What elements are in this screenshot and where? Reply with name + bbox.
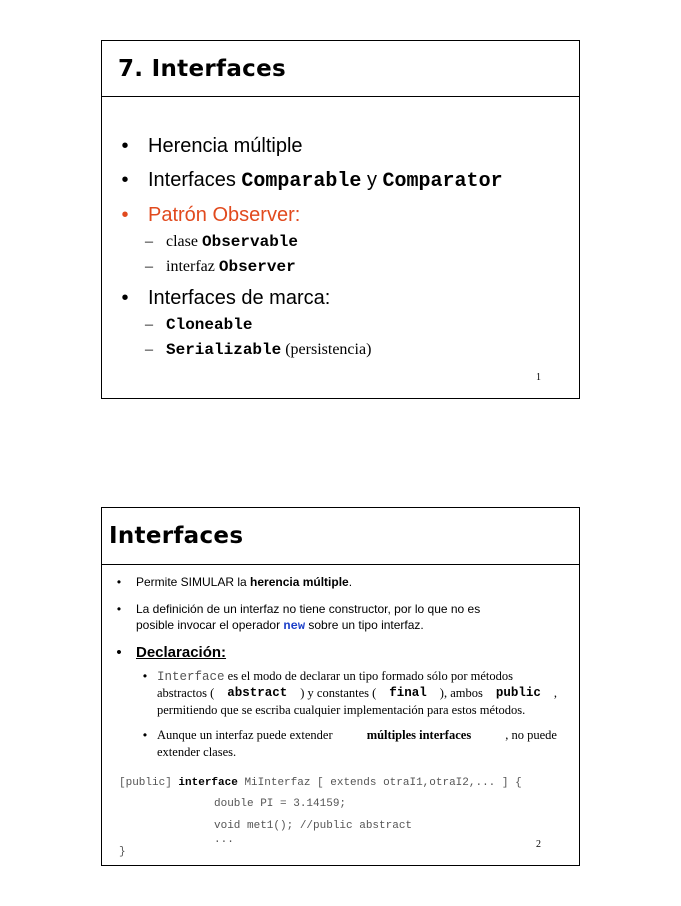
slide-1-title: 7. Interfaces	[118, 56, 286, 82]
sub-clase-observable	[166, 233, 298, 251]
slide-1	[101, 40, 580, 399]
text: y	[361, 169, 383, 191]
bullet-dot: •	[116, 644, 122, 661]
para-constructor-line2	[136, 618, 424, 633]
code-line-5: }	[119, 846, 126, 858]
code-line-1	[119, 777, 522, 789]
slide-2-title: Interfaces	[109, 523, 244, 549]
code-line-3: void met1(); //public abstract	[214, 820, 413, 832]
slide-1-title-bar	[102, 41, 579, 97]
text: abstractos (	[157, 686, 215, 700]
code-cloneable: Cloneable	[166, 316, 253, 334]
bullet-dot: •	[121, 287, 129, 309]
sub-interface-line3: permitiendo que se escriba cualquier implementación para estos métodos.	[157, 703, 526, 717]
text: .	[348, 575, 353, 589]
code-comparator: Comparator	[382, 170, 503, 193]
text: Interfaces	[148, 169, 242, 191]
code: MiInterfaz [ extends otraI1,otraI2,... ] {	[237, 777, 522, 789]
code-final: final	[389, 686, 427, 700]
code-line-4: ...	[214, 834, 234, 846]
text-bold: múltiples interfaces	[366, 728, 472, 742]
sub-serializable	[166, 341, 371, 359]
page-number: 1	[536, 372, 541, 383]
heading-declaracion: Declaración:	[136, 644, 227, 661]
bullet-patron-observer: Patrón Observer:	[148, 204, 301, 226]
bullet-interfaces-comparable	[148, 169, 503, 193]
slide-2-title-bar	[102, 508, 579, 565]
code-keyword: interface	[178, 777, 238, 789]
dash: –	[145, 316, 153, 333]
sub-interfaz-observer	[166, 258, 296, 276]
sub-extender-line1	[157, 728, 557, 743]
code-public: public	[495, 686, 541, 700]
text: es el modo de declarar un tipo formado sólo por métodos	[224, 669, 513, 683]
bullet-dot: •	[121, 135, 129, 157]
dash: –	[145, 341, 153, 358]
text: interfaz	[166, 258, 219, 275]
text: Aunque un interfaz puede extender	[157, 728, 333, 742]
bullet-dot: •	[121, 169, 129, 191]
text: Permite SIMULAR la	[136, 575, 251, 589]
bullet-interfaces-marca: Interfaces de marca:	[148, 287, 331, 309]
code-new: new	[283, 619, 306, 633]
text-bold: herencia múltiple	[250, 575, 349, 589]
code: [public]	[119, 777, 179, 789]
code-line-2: double PI = 3.14159;	[214, 798, 347, 810]
bullet-dot: •	[116, 575, 122, 589]
code-abstract: abstract	[227, 686, 288, 700]
sub-interface-line2	[157, 686, 557, 701]
dash: –	[145, 258, 153, 275]
code-serializable: Serializable	[166, 341, 282, 359]
bullet-herencia: Herencia múltiple	[148, 135, 303, 157]
bullet-dot: •	[121, 204, 129, 226]
bullet-dot: •	[142, 728, 148, 742]
text: posible invocar el operador	[136, 618, 284, 632]
bullet-dot: •	[116, 602, 122, 616]
text: ,	[553, 686, 557, 700]
code-observable: Observable	[201, 233, 298, 251]
sub-cloneable	[166, 316, 252, 334]
sub-extender-line2: extender clases.	[157, 745, 237, 759]
code-comparable: Comparable	[241, 170, 362, 193]
page-number: 2	[536, 839, 541, 850]
text: clase	[166, 233, 202, 250]
para-constructor-line1: La definición de un interfaz no tiene constructor, por lo que no es	[136, 602, 481, 616]
text: ), ambos	[439, 686, 483, 700]
para-simular	[136, 575, 352, 589]
bullet-dot: •	[142, 669, 148, 683]
dash: –	[145, 233, 153, 250]
slide-2	[101, 507, 580, 866]
text: , no puede	[505, 728, 557, 742]
text: sobre un tipo interfaz.	[305, 618, 424, 632]
code-observer: Observer	[218, 258, 296, 276]
text: (persistencia)	[281, 341, 372, 358]
code-interface: Interface	[157, 670, 225, 684]
sub-interface-line1	[157, 669, 557, 684]
text: ) y constantes (	[300, 686, 377, 700]
